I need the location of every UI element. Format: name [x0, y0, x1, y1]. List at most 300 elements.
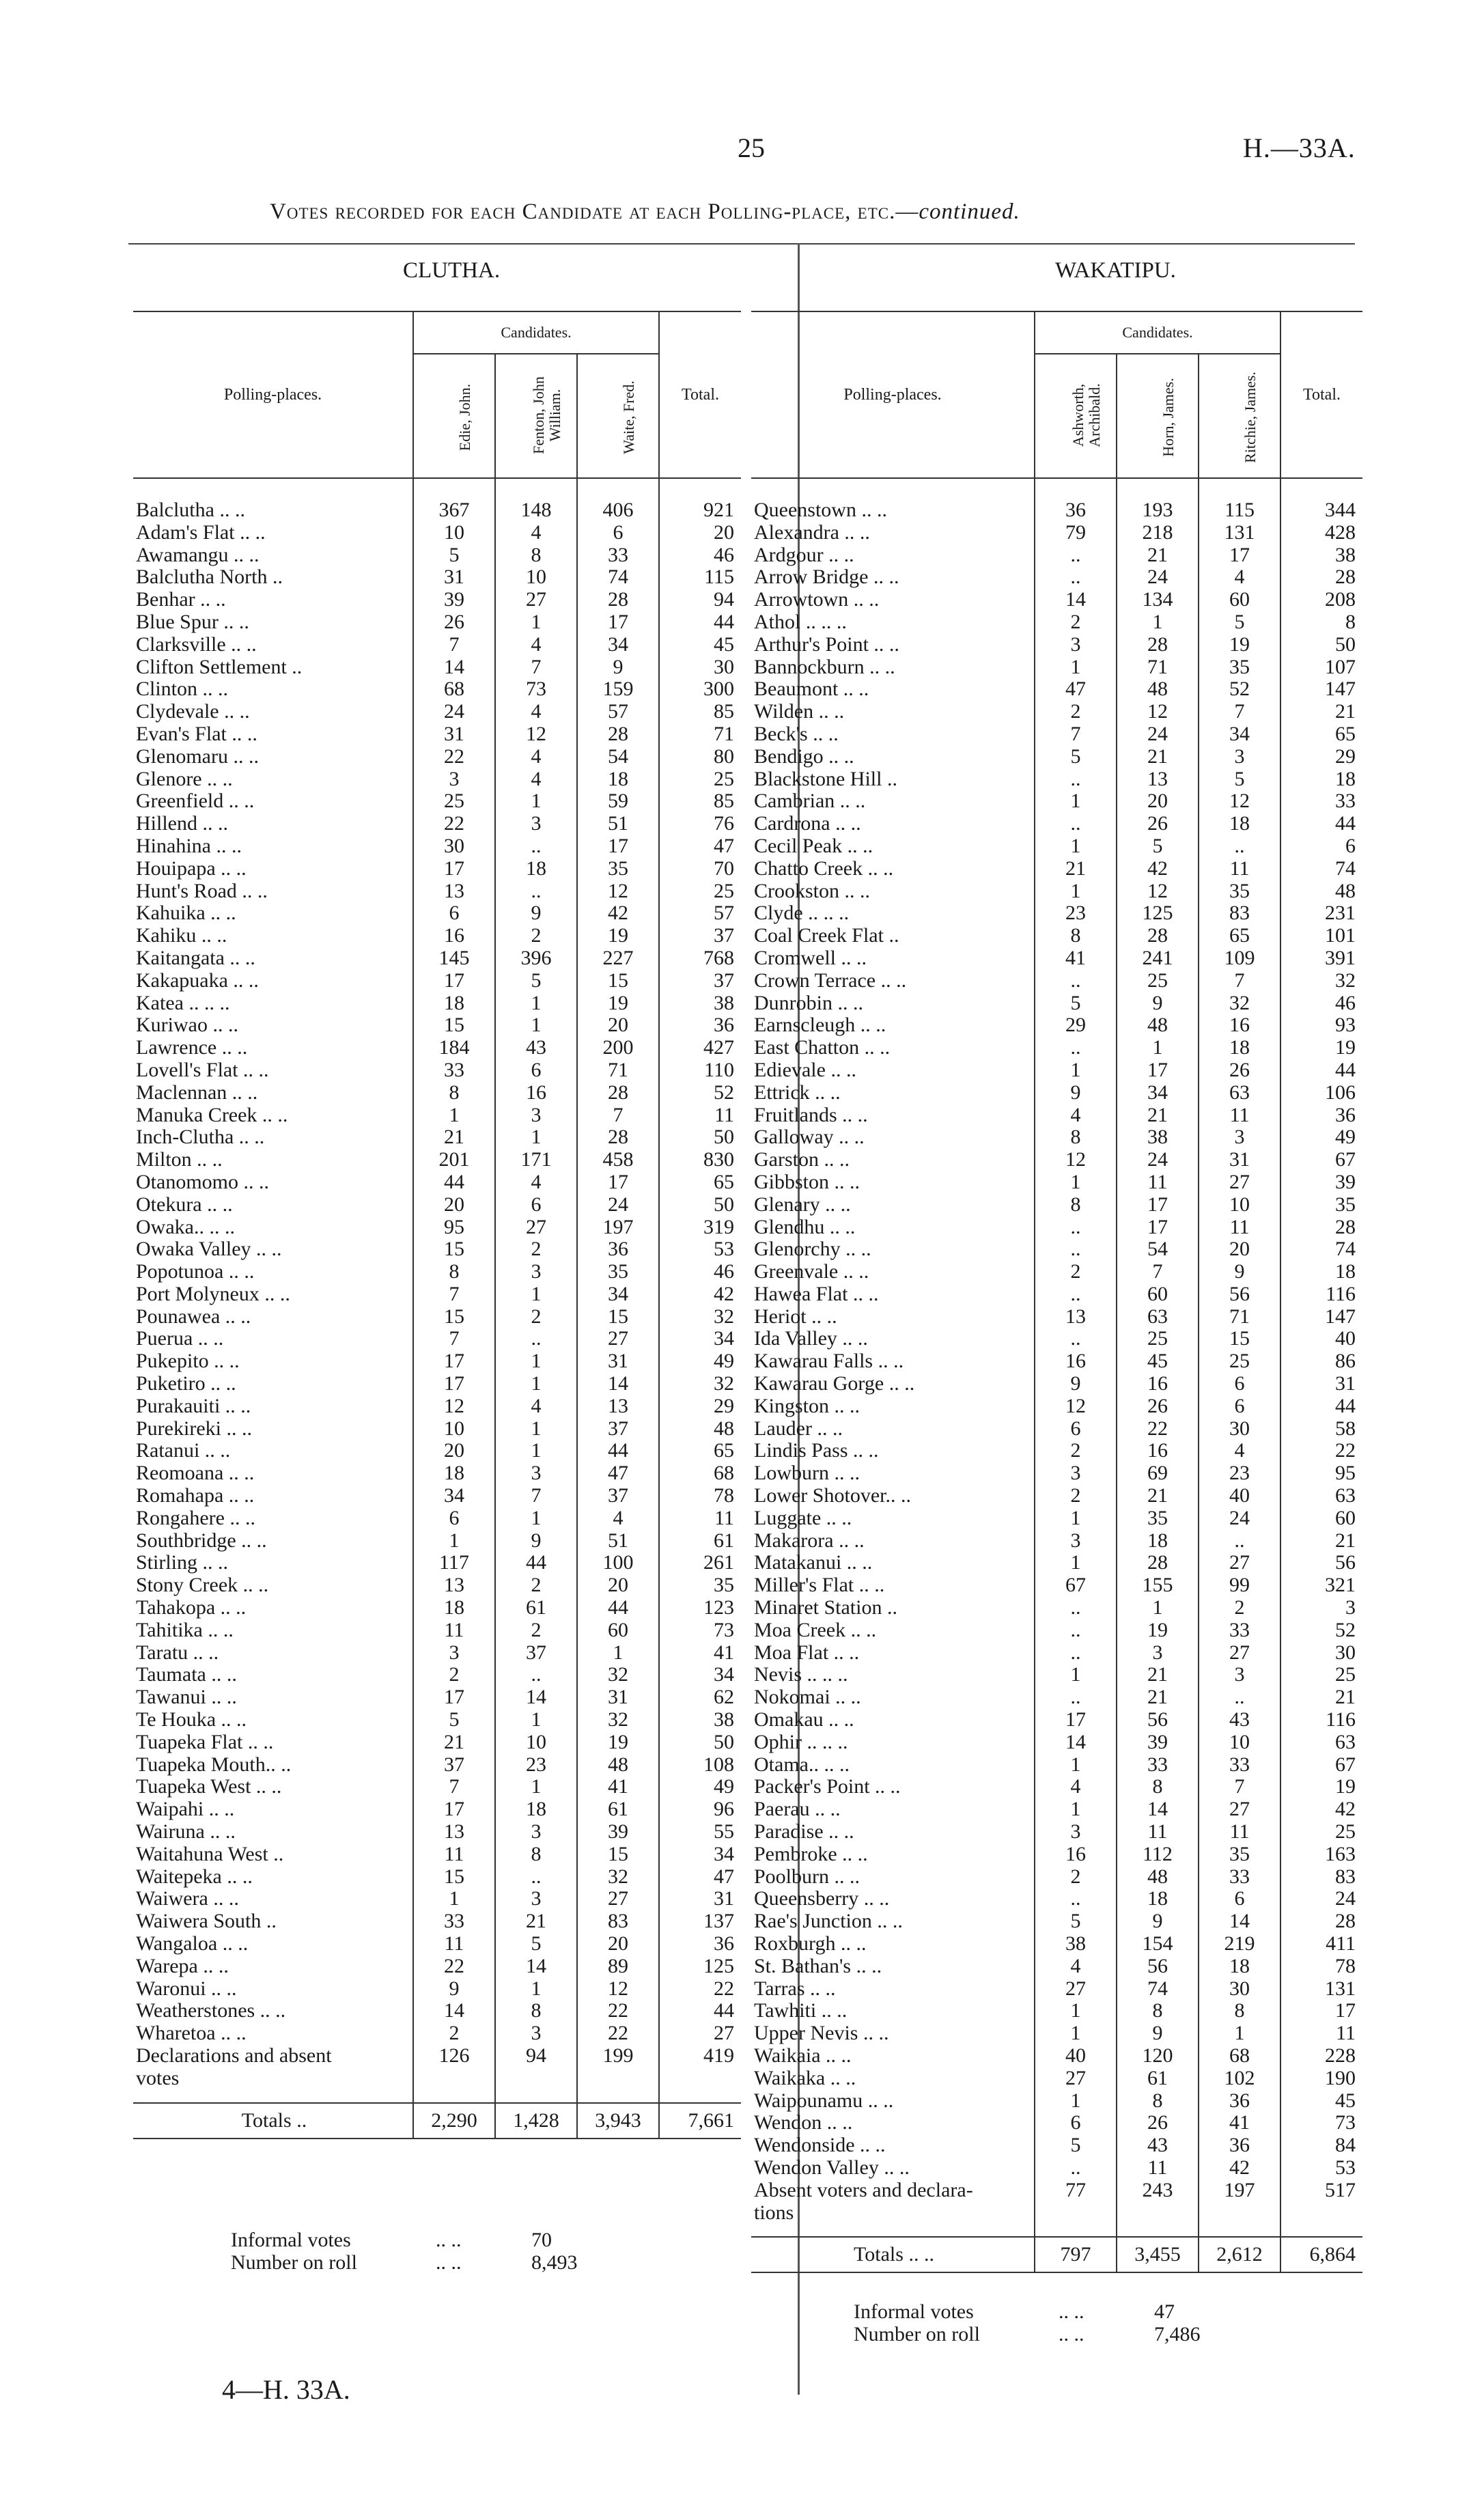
candidate-votes	[577, 2067, 659, 2090]
polling-place-name: Te Houka .. ..	[136, 1708, 247, 1731]
polling-place-name: Balclutha North ..	[136, 566, 283, 589]
table-row	[133, 813, 741, 835]
candidate-votes: 38	[1117, 1126, 1199, 1149]
table-row	[751, 2022, 1362, 2045]
candidate-votes: 5	[1199, 768, 1280, 791]
row-total: 68	[659, 1462, 741, 1485]
candidate-votes: 18	[1199, 1955, 1280, 1978]
polling-place-name: Waitepeka .. ..	[136, 1865, 253, 1888]
candidate-votes: 32	[1199, 992, 1280, 1015]
candidate-votes: 145	[413, 947, 495, 970]
candidate-votes: 1	[1035, 1171, 1117, 1194]
polling-place-name: Arthur's Point .. ..	[754, 632, 899, 656]
polling-place-name: Packer's Point .. ..	[754, 1775, 901, 1798]
candidate-votes: 18	[495, 1798, 577, 1821]
candidate-votes: 5	[413, 544, 495, 567]
candidate-votes: 1	[413, 1888, 495, 1910]
candidate-votes: 8	[1117, 1776, 1199, 1798]
table-row	[751, 880, 1362, 903]
polling-place-name: Puerua .. ..	[136, 1327, 224, 1350]
candidate-votes: 57	[577, 701, 659, 723]
candidate-votes: 48	[1117, 1014, 1199, 1037]
candidate-votes: 12	[1035, 1149, 1117, 1171]
footer-reference: 4—H. 33A.	[222, 2374, 350, 2405]
candidate-votes: 16	[413, 925, 495, 947]
clutha-number-on-roll	[231, 2251, 578, 2274]
table-row	[133, 902, 741, 925]
row-total: 53	[659, 1238, 741, 1261]
candidate-votes: ..	[1035, 1216, 1117, 1239]
polling-place-name: Minaret Station ..	[754, 1596, 897, 1619]
table-row	[133, 1440, 741, 1462]
candidate-votes: 1	[495, 1418, 577, 1440]
candidate-votes: 15	[413, 1306, 495, 1328]
candidate-votes: 18	[413, 992, 495, 1015]
polling-place-name: Houipapa .. ..	[136, 856, 247, 880]
candidate-votes: 21	[1117, 1686, 1199, 1709]
candidate-votes: 109	[1199, 947, 1280, 970]
polling-place-name: Purekireki .. ..	[136, 1417, 252, 1440]
row-total: 45	[1280, 2090, 1362, 2113]
table-row	[133, 1530, 741, 1552]
table-row	[751, 1149, 1362, 1171]
candidate-votes: 4	[495, 634, 577, 656]
row-total: 29	[1280, 746, 1362, 768]
polling-place-name: Tarras .. ..	[754, 1977, 836, 2000]
candidate-votes: 200	[577, 1037, 659, 1059]
polling-place-name: Port Molyneux .. ..	[136, 1282, 290, 1305]
polling-place-name: Dunrobin .. ..	[754, 991, 863, 1014]
table-row	[751, 2134, 1362, 2157]
polling-place-name: Wangaloa .. ..	[136, 1932, 249, 1955]
clutha-votes-table	[133, 311, 741, 2139]
polling-place-name: Tuapeka West .. ..	[136, 1775, 282, 1798]
row-total: 28	[1280, 1910, 1362, 1933]
candidate-total: 3,943	[577, 2103, 659, 2139]
candidate-votes: 6	[1035, 1418, 1117, 1440]
candidate-votes: 16	[1117, 1373, 1199, 1395]
candidate-votes: 79	[1035, 522, 1117, 544]
row-total: 101	[1280, 925, 1362, 947]
table-row	[751, 1642, 1362, 1665]
polling-place-name: Arrowtown .. ..	[754, 588, 880, 611]
table-row	[133, 1798, 741, 1821]
candidate-votes: 184	[413, 1037, 495, 1059]
row-total: 147	[1280, 678, 1362, 701]
polling-place-name: Southbridge .. ..	[136, 1529, 267, 1552]
wakatipu-informal-votes	[854, 2300, 1175, 2324]
polling-place-name: Awamangu .. ..	[136, 543, 260, 566]
table-row	[751, 2112, 1362, 2134]
polling-place-name: Wairuna .. ..	[136, 1820, 236, 1843]
candidate-votes: 24	[1117, 566, 1199, 589]
row-total: 25	[1280, 1664, 1362, 1686]
candidate-votes: 3	[413, 768, 495, 791]
polling-place-name: Inch-Clutha .. ..	[136, 1126, 265, 1149]
candidate-votes: 4	[495, 522, 577, 544]
candidate-votes: 14	[1199, 1910, 1280, 1933]
row-total: 30	[1280, 1642, 1362, 1665]
row-total: 61	[659, 1530, 741, 1552]
candidate-votes: 2	[1199, 1597, 1280, 1619]
table-row	[751, 925, 1362, 947]
candidate-votes: 71	[577, 1059, 659, 1082]
row-total: 42	[1280, 1798, 1362, 1821]
row-total: 44	[659, 2000, 741, 2022]
candidates-header: Candidates.	[1035, 311, 1280, 354]
polling-place-name: Roxburgh .. ..	[754, 1932, 867, 1955]
table-row	[133, 1642, 741, 1665]
candidate-votes: 5	[413, 1709, 495, 1731]
polling-place-name: Hinahina .. ..	[136, 834, 242, 857]
total-header: Total.	[659, 311, 741, 478]
polling-place-name: Lower Shotover.. ..	[754, 1484, 911, 1507]
row-total: 25	[659, 768, 741, 791]
table-row	[133, 1776, 741, 1798]
polling-place-name: Waronui .. ..	[136, 1977, 237, 2000]
row-total: 35	[659, 1574, 741, 1597]
row-total: 31	[659, 1888, 741, 1910]
polling-place-name: Tawhiti .. ..	[754, 1999, 848, 2022]
polling-places-header: Polling-places.	[751, 311, 1035, 478]
candidate-votes: 21	[1035, 858, 1117, 880]
candidate-votes: 15	[413, 1866, 495, 1889]
candidate-votes: 13	[413, 880, 495, 903]
row-total: 116	[1280, 1709, 1362, 1731]
candidate-votes: 11	[1117, 2157, 1199, 2179]
candidate-votes: ..	[1035, 1686, 1117, 1709]
candidate-votes: 5	[1035, 2134, 1117, 2157]
row-total: 115	[659, 566, 741, 589]
candidate-votes: 36	[577, 1238, 659, 1261]
candidate-votes: 1	[1035, 1059, 1117, 1082]
candidate-votes: 47	[577, 1462, 659, 1485]
candidate-votes: 7	[495, 1485, 577, 1507]
candidate-votes: 12	[1117, 701, 1199, 723]
spacer-row	[751, 2224, 1362, 2237]
candidate-votes: 5	[1035, 992, 1117, 1015]
candidate-votes: 29	[1035, 1014, 1117, 1037]
candidate-votes: 7	[413, 1328, 495, 1350]
row-total: 96	[659, 1798, 741, 1821]
candidate-votes: 35	[1199, 1843, 1280, 1866]
table-row	[751, 1261, 1362, 1283]
polling-place-name: Purakauiti .. ..	[136, 1394, 251, 1417]
table-row	[751, 1843, 1362, 1866]
candidate-total: 1,428	[495, 2103, 577, 2139]
polling-place-name: Absent voters and declara-	[754, 2178, 973, 2201]
candidate-votes: ..	[1035, 1642, 1117, 1665]
leader-dots: .. ..	[1059, 2323, 1084, 2345]
totals-row	[751, 2237, 1362, 2272]
candidate-votes: 26	[1117, 2112, 1199, 2134]
candidate-votes: 24	[413, 701, 495, 723]
candidate-votes: 1	[495, 1350, 577, 1373]
candidate-votes: 2	[1035, 1866, 1117, 1889]
candidate-votes: ..	[495, 1866, 577, 1889]
table-row	[751, 701, 1362, 723]
candidate-votes: 19	[1117, 1619, 1199, 1642]
candidate-votes: 30	[1199, 1978, 1280, 2001]
candidate-votes: 1	[1117, 611, 1199, 634]
row-total: 85	[659, 790, 741, 813]
candidate-votes: 39	[577, 1821, 659, 1843]
row-total: 18	[1280, 768, 1362, 791]
candidate-votes: 83	[577, 1910, 659, 1933]
candidate-votes: 30	[413, 835, 495, 858]
row-total: 33	[1280, 790, 1362, 813]
row-total: 71	[659, 723, 741, 746]
candidate-votes: 36	[1199, 2090, 1280, 2113]
table-row	[133, 1843, 741, 1866]
table-row	[751, 1373, 1362, 1395]
polling-place-name: Adam's Flat .. ..	[136, 520, 266, 544]
candidate-votes: 241	[1117, 947, 1199, 970]
polling-place-name: Coal Creek Flat ..	[754, 924, 899, 947]
candidate-votes: 61	[577, 1798, 659, 1821]
candidate-votes: 32	[577, 1709, 659, 1731]
candidate-votes: 33	[1199, 1619, 1280, 1642]
candidate-votes: 1	[1035, 1664, 1117, 1686]
candidate-votes: 10	[413, 1418, 495, 1440]
table-row	[751, 1171, 1362, 1194]
candidate-votes: 1	[413, 1104, 495, 1127]
polling-place-name: Warepa .. ..	[136, 1954, 229, 1977]
candidate-votes: 22	[413, 1955, 495, 1978]
table-row	[751, 1104, 1362, 1127]
candidate-votes: 71	[1117, 656, 1199, 679]
table-row	[133, 1283, 741, 1306]
table-row	[133, 1978, 741, 2001]
candidate-votes: 20	[413, 1194, 495, 1216]
candidate-votes: 27	[1035, 2067, 1117, 2090]
candidate-votes: 74	[1117, 1978, 1199, 2001]
table-row	[133, 522, 741, 544]
clutha-informal-votes	[231, 2229, 552, 2252]
table-row	[133, 611, 741, 634]
informal-votes-value: 70	[531, 2229, 552, 2251]
number-on-roll-value: 7,486	[1154, 2323, 1201, 2345]
informal-votes-label: Informal votes	[231, 2229, 351, 2251]
table-row	[133, 1104, 741, 1127]
candidate-votes: ..	[1035, 1328, 1117, 1350]
table-row	[133, 1597, 741, 1619]
candidate-votes: 15	[577, 970, 659, 992]
polling-place-name: Blackstone Hill ..	[754, 767, 897, 790]
polling-place-name: Ida Valley .. ..	[754, 1327, 868, 1350]
candidate-votes: 13	[1035, 1306, 1117, 1328]
clutha-rows	[133, 478, 741, 2139]
table-row	[133, 1866, 741, 1889]
row-total: 80	[659, 746, 741, 768]
polling-place-name: Reomoana .. ..	[136, 1462, 255, 1485]
row-total: 419	[659, 2045, 741, 2067]
candidate-votes: ..	[1199, 1530, 1280, 1552]
row-total: 50	[659, 1731, 741, 1754]
candidate-votes: 21	[413, 1126, 495, 1149]
row-total: 35	[1280, 1194, 1362, 1216]
polling-place-name: Blue Spur .. ..	[136, 610, 249, 633]
candidate-votes: 3	[1117, 1642, 1199, 1665]
title-text: Votes recorded for each Candidate at each Polling-place, etc.—	[270, 199, 919, 224]
candidate-votes: 6	[413, 902, 495, 925]
candidate-votes: ..	[495, 1664, 577, 1686]
candidate-votes: 1	[1035, 1798, 1117, 1821]
table-row	[133, 1037, 741, 1059]
table-row	[751, 1395, 1362, 1418]
candidate-votes: 10	[413, 522, 495, 544]
candidate-votes: 36	[1035, 478, 1117, 522]
candidate-votes: 3	[495, 1821, 577, 1843]
row-total: 27	[659, 2022, 741, 2045]
candidate-votes: 3	[495, 1888, 577, 1910]
row-total: 50	[659, 1126, 741, 1149]
polling-place-name: Rae's Junction .. ..	[754, 1910, 903, 1933]
candidate-votes: 125	[1117, 902, 1199, 925]
row-total: 427	[659, 1037, 741, 1059]
table-row	[751, 522, 1362, 544]
table-row	[751, 1776, 1362, 1798]
row-total: 56	[1280, 1552, 1362, 1574]
table-row	[751, 1418, 1362, 1440]
table-row	[751, 1350, 1362, 1373]
row-total: 50	[1280, 634, 1362, 656]
polling-place-name: Hillend .. ..	[136, 812, 228, 835]
table-row	[751, 1194, 1362, 1216]
candidate-votes: 3	[1199, 1126, 1280, 1149]
candidate-votes: 48	[577, 1754, 659, 1777]
candidate-votes: 1	[495, 1014, 577, 1037]
candidate-votes: 24	[1199, 1507, 1280, 1530]
candidate-votes: 25	[413, 790, 495, 813]
table-row	[751, 566, 1362, 589]
candidate-votes: 3	[1035, 1530, 1117, 1552]
polling-place-name: Fruitlands .. ..	[754, 1103, 868, 1126]
candidate-votes: 2	[495, 1238, 577, 1261]
candidate-votes: 68	[413, 678, 495, 701]
candidate-votes: 12	[495, 723, 577, 746]
candidate-votes: 60	[1199, 589, 1280, 611]
candidate-votes: 15	[1199, 1328, 1280, 1350]
candidate-votes: 56	[1199, 1283, 1280, 1306]
row-total: 190	[1280, 2067, 1362, 2090]
row-total: 30	[659, 656, 741, 679]
row-total: 31	[1280, 1373, 1362, 1395]
row-total: 517	[1280, 2179, 1362, 2202]
polling-place-name: East Chatton .. ..	[754, 1036, 891, 1059]
table-row	[133, 992, 741, 1015]
candidate-votes: 32	[577, 1664, 659, 1686]
candidate-votes: 3	[495, 813, 577, 835]
wakatipu-rows	[751, 478, 1362, 2272]
polling-place-name: Tuapeka Mouth.. ..	[136, 1753, 292, 1776]
table-row	[751, 1328, 1362, 1350]
table-row	[751, 1306, 1362, 1328]
candidate-votes: 42	[577, 902, 659, 925]
row-total: 344	[1280, 478, 1362, 522]
polling-place-name: Nokomai .. ..	[754, 1686, 861, 1709]
polling-place-name: Kawarau Falls .. ..	[754, 1350, 904, 1373]
candidate-votes: 126	[413, 2045, 495, 2067]
row-total: 39	[1280, 1171, 1362, 1194]
polling-place-name: Wendonside .. ..	[754, 2134, 886, 2157]
candidate-votes: 6	[577, 522, 659, 544]
table-row	[133, 1149, 741, 1171]
table-row	[133, 1238, 741, 1261]
candidate-votes: 17	[413, 1686, 495, 1709]
totals-label: Totals ..	[133, 2103, 413, 2139]
candidate-votes: 17	[1199, 544, 1280, 567]
candidate-votes: 23	[495, 1754, 577, 1777]
candidate-votes: 3	[413, 1642, 495, 1665]
polling-place-name: Cardrona .. ..	[754, 812, 861, 835]
candidate-votes: 59	[577, 790, 659, 813]
candidate-votes: 6	[1199, 1395, 1280, 1418]
candidate-votes: ..	[1035, 1283, 1117, 1306]
candidate-votes: 11	[413, 1933, 495, 1955]
candidate-votes: 33	[1199, 1866, 1280, 1889]
candidate-votes: 100	[577, 1552, 659, 1574]
candidate-votes: 5	[1035, 1910, 1117, 1933]
row-total: 21	[1280, 1530, 1362, 1552]
row-total: 391	[1280, 947, 1362, 970]
candidate-votes: 1	[495, 1283, 577, 1306]
candidate-votes: 197	[577, 1216, 659, 1239]
candidate-votes: 1	[495, 1709, 577, 1731]
polling-place-name: Milton .. ..	[136, 1148, 223, 1171]
polling-place-name: Queenstown .. ..	[754, 499, 887, 521]
table-row	[751, 1485, 1362, 1507]
candidate-votes: 21	[1117, 1104, 1199, 1127]
polling-place-name: Galloway .. ..	[754, 1126, 865, 1149]
table-row	[133, 2022, 741, 2045]
candidate-votes: ..	[1035, 544, 1117, 567]
candidate-votes: 18	[1199, 813, 1280, 835]
candidate-votes: 48	[1117, 1866, 1199, 1889]
candidate-votes: 12	[413, 1395, 495, 1418]
candidate-votes: 8	[495, 544, 577, 567]
polling-place-name: Lawrence .. ..	[136, 1036, 248, 1059]
row-total: 44	[659, 611, 741, 634]
row-total: 231	[1280, 902, 1362, 925]
candidate-votes: ..	[1035, 1619, 1117, 1642]
polling-place-name: Bannockburn .. ..	[754, 655, 895, 678]
table-row	[133, 478, 741, 522]
table-row	[751, 1014, 1362, 1037]
polling-place-name: Kingston .. ..	[754, 1394, 860, 1417]
candidate-votes: 243	[1117, 2179, 1199, 2202]
candidate-votes: 18	[1117, 1888, 1199, 1910]
candidate-votes: 1	[1035, 2000, 1117, 2022]
table-row	[751, 723, 1362, 746]
table-row	[133, 1821, 741, 1843]
row-total: 29	[659, 1395, 741, 1418]
candidate-votes: 18	[577, 768, 659, 791]
row-total: 48	[659, 1418, 741, 1440]
row-total: 8	[1280, 611, 1362, 634]
table-row	[751, 746, 1362, 768]
polling-place-name: Gibbston .. ..	[754, 1170, 860, 1193]
candidate-votes: 2	[495, 925, 577, 947]
polling-place-name: Makarora .. ..	[754, 1529, 865, 1552]
polling-place-name: Queensberry .. ..	[754, 1887, 890, 1910]
polling-place-name: Crookston .. ..	[754, 879, 871, 902]
polling-place-name: Lauder .. ..	[754, 1417, 843, 1440]
row-total: 94	[659, 589, 741, 611]
candidate-votes: 33	[1117, 1754, 1199, 1777]
table-row	[133, 947, 741, 970]
table-row	[133, 925, 741, 947]
